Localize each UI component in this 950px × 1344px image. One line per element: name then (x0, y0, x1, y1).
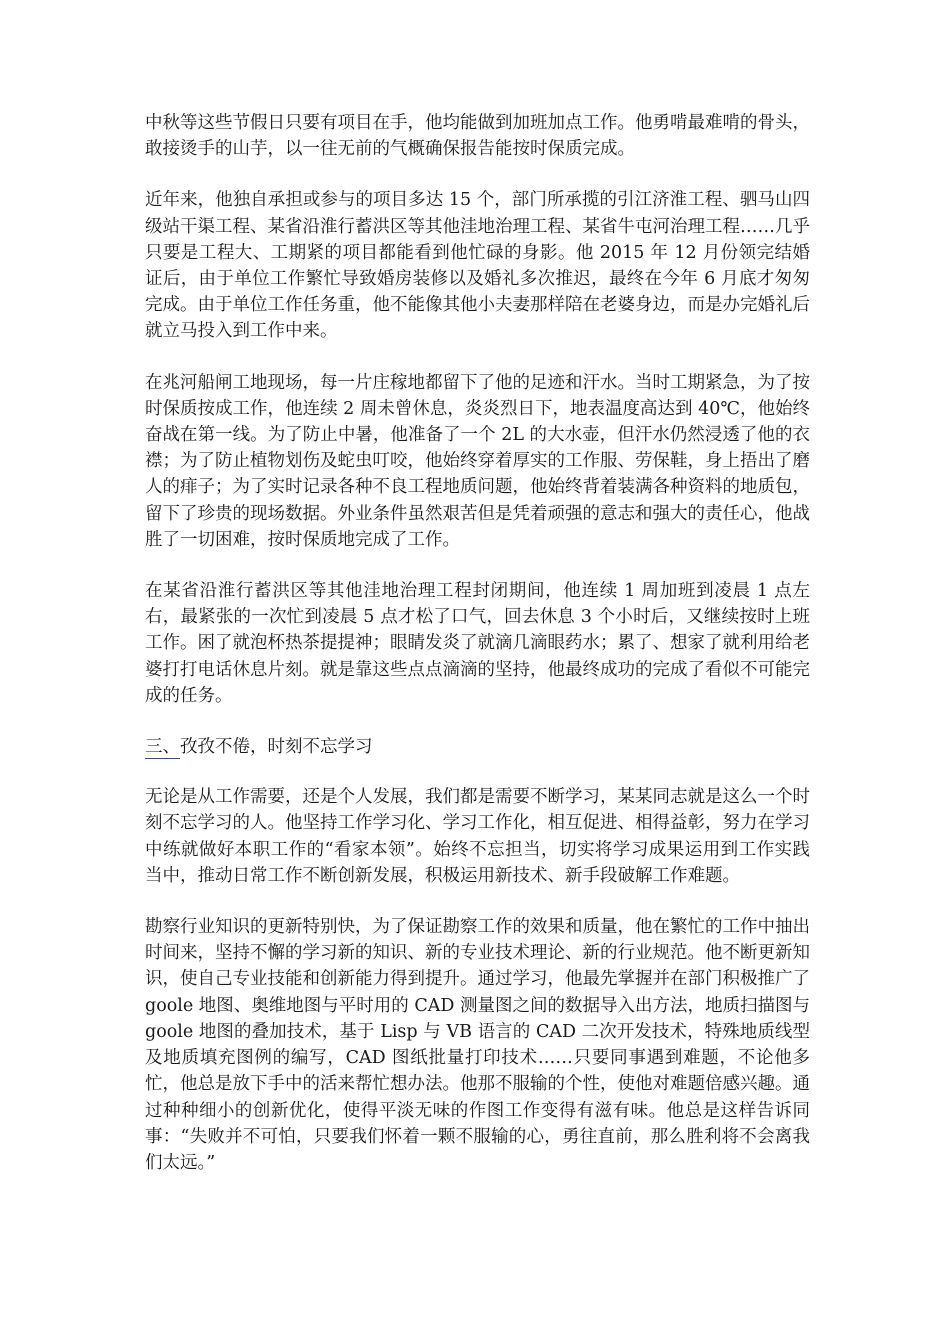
paragraph-overtime: 在某省沿淮行蓄洪区等其他洼地治理工程封闭期间，他连续 1 周加班到凌晨 1 点左右，最紧张的一次忙到凌晨 5 点才松了口气，回去休息 3 个小时后，又继续按时上班工作。困了就泡杯热茶提提神；眼睛发炎了就滴几滴眼药水；累了、想家了就利用给老婆打打电话休息片刻。就是靠这些点点滴滴的坚持，他最终成功的完成了看似不可能完成的任务。 (145, 581, 810, 706)
paragraph-projects: 近年来，他独自承担或参与的项目多达 15 个，部门所承揽的引江济淮工程、驷马山四级站干渠工程、某省沿淮行蓄洪区等其他洼地治理工程、某省牛屯河治理工程……几乎只要是工程大、工期紧的项目都能看到他忙碌的身影。他 2015 年 12 月份领完结婚证后，由于单位工作繁忙导致婚房装修以及婚礼多次推迟，最终在今年 6 月底才匆匆完成。由于单位工作任务重，他不能像其他小夫妻那样陪在老婆身边，而是办完婚礼后就立马投入到工作中来。 (145, 190, 810, 342)
paragraph-knowledge-update: 勘察行业知识的更新特别快，为了保证勘察工作的效果和质量，他在繁忙的工作中抽出时间来，坚持不懈的学习新的知识、新的专业技术理论、新的行业规范。他不断更新知识，使自己专业技能和创新能力得到提升。通过学习，他最先掌握并在部门积极推广了 goole 地图、奥维地图与平时用的 CAD 测量图之间的数据导入出方法，地质扫描图与 goole 地图的叠加技术，基于 Lisp 与 VB 语言的 CAD 二次开发技术，特殊地质线型及地质填充图例的编写，CAD 图纸批量打印技术……只要同事遇到难题，不论他多忙，他总是放下手中的活来帮忙想办法。他那不服输的个性，使他对难题倍感兴趣。通过种种细小的创新优化，使得平淡无味的作图工作变得有滋有味。他总是这样告诉同事：“失败并不可怕，只要我们怀着一颗不服输的心，勇往直前，那么胜利将不会离我们太远。” (145, 917, 810, 1173)
paragraph-learning: 无论是从工作需要，还是个人发展，我们都是需要不断学习，某某同志就是这么一个时刻不忘学习的人。他坚持工作学习化、学习工作化，相互促进、相得益彰，努力在学习中练就做好本职工作的“看家本领”。始终不忘担当，切实将学习成果运用到工作实践当中，推动日常工作不断创新发展，积极运用新技术、新手段破解工作难题。 (145, 787, 810, 886)
section-heading (145, 734, 810, 760)
section-heading-text: 孜孜不倦，时刻不忘学习 (180, 737, 373, 758)
paragraph-holiday-work: 中秋等这些节假日只要有项目在手，他均能做到加班加点工作。他勇啃最难啃的骨头，敢接烫手的山芋，以一往无前的气概确保报告能按时保质完成。 (145, 113, 810, 160)
document-body (145, 110, 810, 1201)
paragraph-zhaohe-site: 在兆河船闸工地现场，每一片庄稼地都留下了他的足迹和汗水。当时工期紧急，为了按时保质按成工作，他连续 2 周未曾休息，炎炎烈日下，地表温度高达到 40℃，他始终奋战在第一线。为了防止中暑，他准备了一个 2L 的大水壶，但汗水仍然浸透了他的衣襟；为了防止植物划伤及蛇虫叮咬，他始终穿着厚实的工作服、劳保鞋，身上捂出了磨人的痱子；为了实时记录各种不良工程地质问题，他始终背着装满各种资料的地质包，留下了珍贵的现场数据。外业条件虽然艰苦但是凭着顽强的意志和强大的责任心，他战胜了一切困难，按时保质地完成了工作。 (145, 372, 810, 550)
section-heading-number: 三、 (145, 737, 180, 758)
